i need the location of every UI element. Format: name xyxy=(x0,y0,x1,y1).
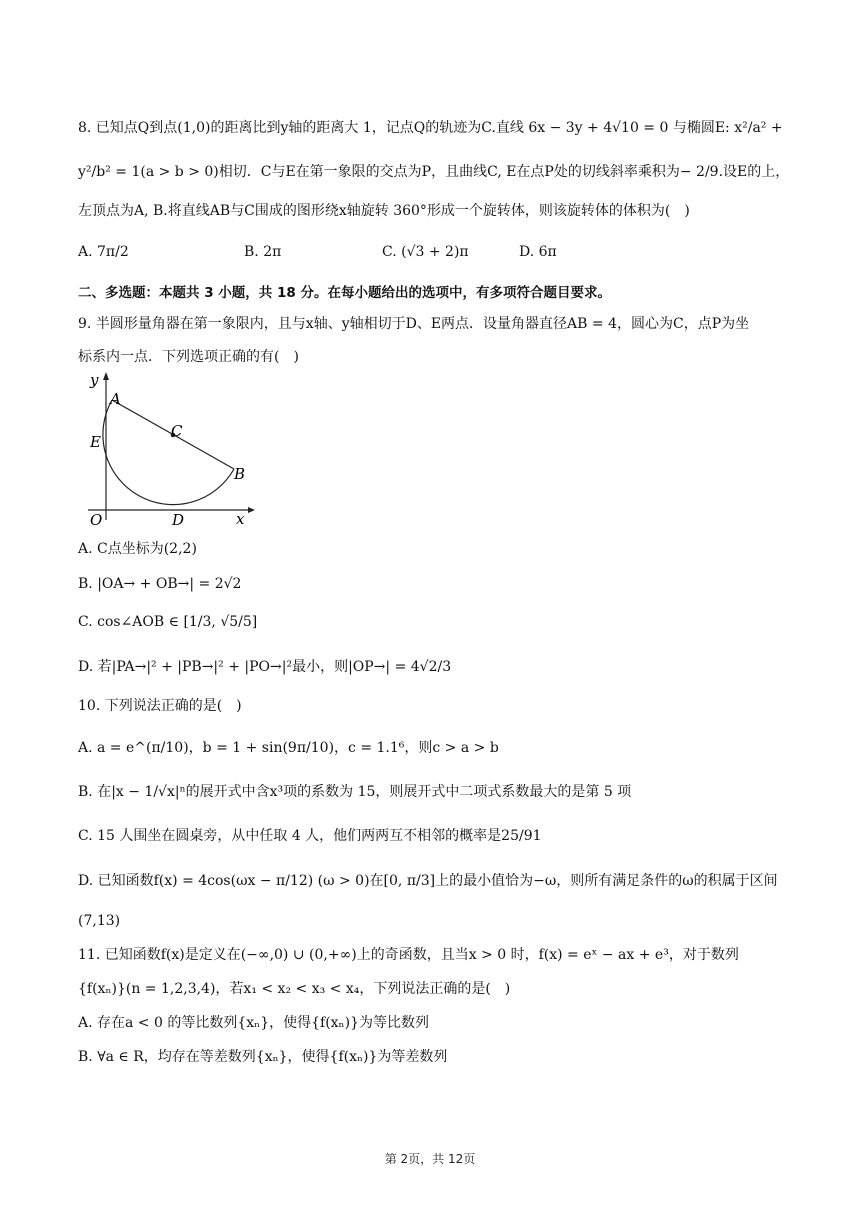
q8-option-b: B. 2π xyxy=(244,244,282,260)
label-b: B xyxy=(234,465,246,483)
q11-option-a: A. 存在a < 0 的等比数列{xₙ}，使得{f(xₙ)}为等比数列 xyxy=(78,1015,429,1031)
q10-option-d-continued: (7,13) xyxy=(78,913,121,929)
q8-stem-line3: 左顶点为A, B.将直线AB与C围成的图形绕x轴旋转 360°形成一个旋转体，则该旋转体的体积为( ) xyxy=(78,203,690,219)
q10-option-d: D. 已知函数f(x) = 4cos(ωx − π/12) (ω > 0)在[0, π/3]上的最小值恰为−ω，则所有满足条件的ω的积属于区间 xyxy=(78,873,778,889)
label-c: C xyxy=(171,422,183,440)
q8-option-c: C. (√3 + 2)π xyxy=(382,244,469,260)
q11-stem-line2: {f(xₙ)}(n = 1,2,3,4)，若x₁ < x₂ < x₃ < x₄，下列说法正确的是( ) xyxy=(78,981,511,997)
q10-stem: 10. 下列说法正确的是( ) xyxy=(78,698,242,714)
label-a: A xyxy=(110,390,121,408)
label-y: y xyxy=(90,371,99,389)
y-axis-arrow-icon xyxy=(103,372,109,380)
q9-option-a: A. C点坐标为(2,2) xyxy=(78,541,197,557)
q9-option-d: D. 若|PA→|² + |PB→|² + |PO→|²最小，则|OP→| = 4√2/3 xyxy=(78,659,452,675)
q9-stem-line2: 标系内一点．下列选项正确的有( ) xyxy=(78,349,299,365)
semicircle-arc xyxy=(103,400,234,505)
q10-option-a: A. a = e^(π/10)，b = 1 + sin(9π/10)，c = 1.1⁶，则c > a > b xyxy=(78,740,499,756)
q9-figure xyxy=(80,370,260,530)
protractor-diagram xyxy=(80,370,260,530)
q8-option-d: D. 6π xyxy=(519,244,557,260)
q9-stem-line1: 9. 半圆形量角器在第一象限内，且与x轴、y轴相切于D、E两点．设量角器直径AB = 4，圆心为C，点P为坐 xyxy=(78,316,750,332)
label-o: O xyxy=(90,511,103,529)
label-d: D xyxy=(172,511,185,529)
q11-option-b: B. ∀a ∈ R，均存在等差数列{xₙ}，使得{f(xₙ)}为等差数列 xyxy=(78,1049,448,1065)
section-heading-multiple-choice: 二、多选题：本题共 3 小题，共 18 分。在每小题给出的选项中，有多项符合题目要求。 xyxy=(78,285,611,301)
q10-option-c: C. 15 人围坐在圆桌旁，从中任取 4 人，他们两两互不相邻的概率是25/91 xyxy=(78,828,542,844)
label-x: x xyxy=(236,510,245,528)
q11-stem-line1: 11. 已知函数f(x)是定义在(−∞,0) ∪ (0,+∞)上的奇函数，且当x > 0 时，f(x) = eˣ − ax + e³，对于数列 xyxy=(78,947,739,963)
label-e: E xyxy=(90,433,101,451)
q8-option-a: A. 7π/2 xyxy=(78,244,129,260)
q10-option-b: B. 在|x − 1/√x|ⁿ的展开式中含x³项的系数为 15，则展开式中二项式系数最大的是第 5 项 xyxy=(78,784,632,800)
q8-stem-line1: 8. 已知点Q到点(1,0)的距离比到y轴的距离大 1，记点Q的轨迹为C.直线 6x − 3y + 4√10 = 0 与椭圆E: x²/a² + xyxy=(78,120,783,136)
x-axis-arrow-icon xyxy=(248,507,255,513)
q9-option-b: B. |OA→ + OB→| = 2√2 xyxy=(78,576,242,592)
q8-stem-line2: y²/b² = 1(a > b > 0)相切．C与E在第一象限的交点为P，且曲线C, E在点P处的切线斜率乘积为− 2/9.设E的上， xyxy=(78,164,790,180)
q8-options xyxy=(78,244,698,266)
q9-option-c: C. cos∠AOB ∈ [1/3, √5/5] xyxy=(78,614,258,630)
page-footer: 第 2页，共 12页 xyxy=(384,1152,476,1166)
